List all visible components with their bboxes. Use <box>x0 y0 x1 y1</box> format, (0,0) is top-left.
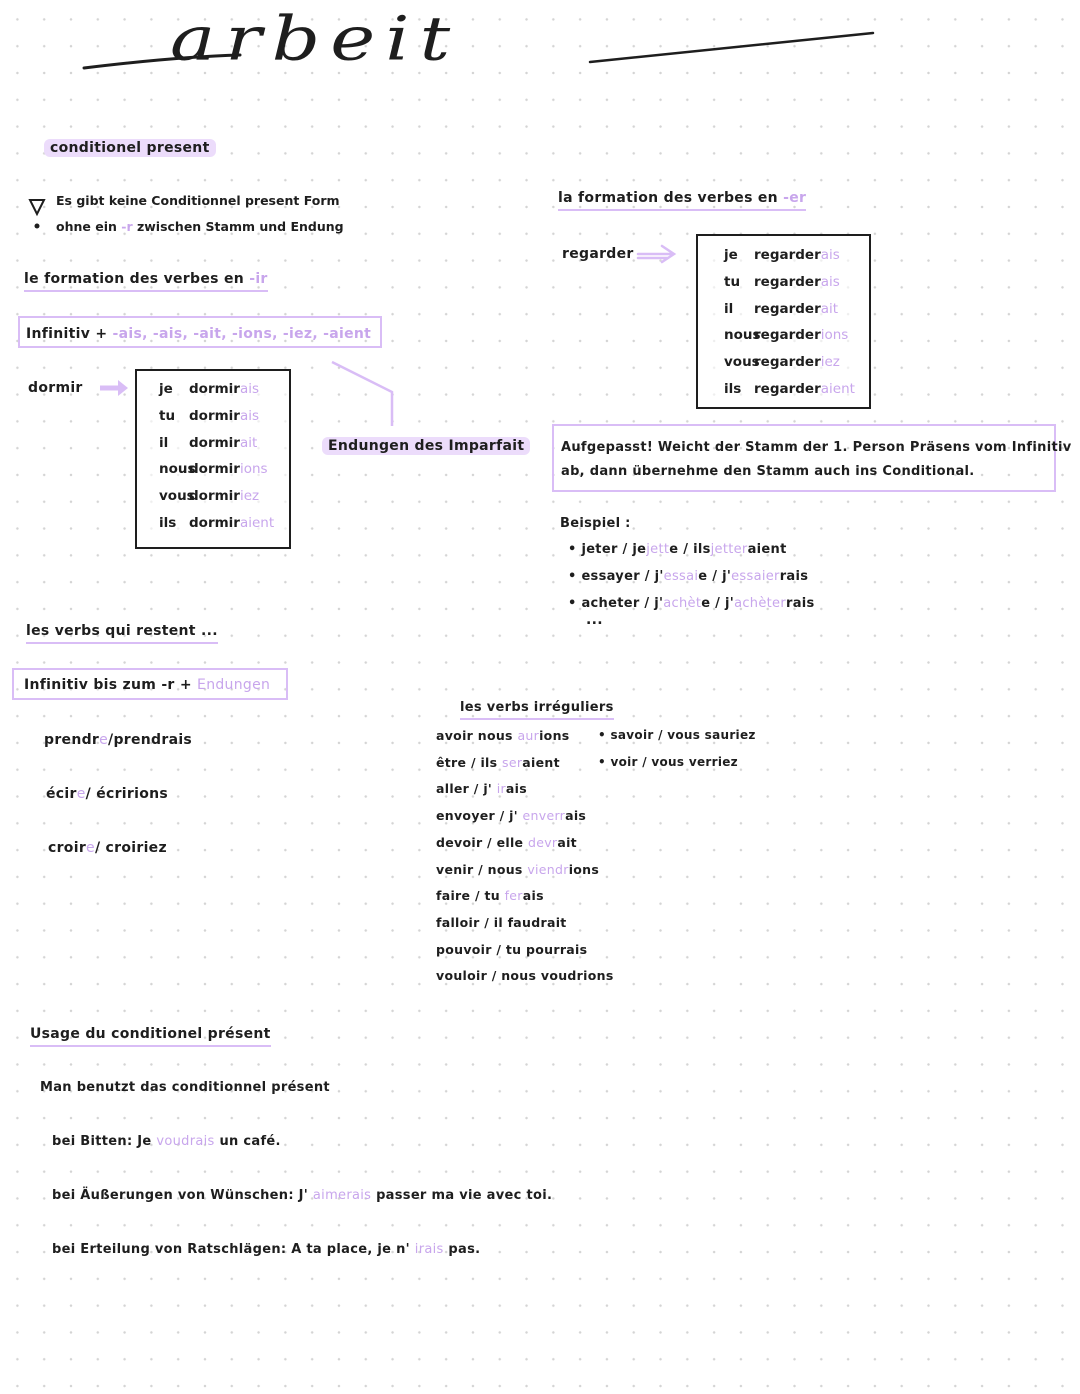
verb-ending: ions <box>820 327 849 344</box>
verb-ending: ais <box>239 381 260 397</box>
beispiel-d: jetter <box>710 542 748 557</box>
verb-stem: dormir <box>189 461 240 478</box>
irregular-side-item <box>598 755 738 769</box>
warning-note-line2: ohne ein -r zwischen Stamm und Endung <box>56 219 344 234</box>
irregular-side-text: savoir / vous sauriez <box>610 728 756 742</box>
verb-ending: ions <box>239 461 268 478</box>
pronoun: tu <box>159 407 176 424</box>
pronoun: il <box>724 300 734 317</box>
formation-ir-heading: le formation des verbes en -ir <box>24 271 268 292</box>
verb-stem: dormir <box>189 407 240 424</box>
usage-highlight: aimerais <box>312 1188 372 1203</box>
verb-stem: regarder <box>754 247 821 263</box>
formula-ir-box: Infinitiv + -ais, -ais, -ait, -ions, -iez, -aient <box>18 316 382 348</box>
beispiel-more: ... <box>586 612 603 628</box>
dormir-row <box>159 510 289 537</box>
beispiel-a: acheter / j' <box>581 596 664 611</box>
beispiel-c: e / j' <box>701 596 735 611</box>
irregular-ending: ions <box>568 861 600 877</box>
verb-ending: aient <box>820 380 855 397</box>
restent-stem: prendr <box>44 732 100 748</box>
pronoun: ils <box>159 514 177 531</box>
pronoun: nous <box>159 461 196 478</box>
dormir-conjugation-box <box>135 369 291 549</box>
usage-a: bei Äußerungen von Wünschen: J' <box>52 1188 309 1203</box>
pronoun: il <box>159 434 169 451</box>
restent-stem: croir <box>48 840 87 856</box>
irregular-a: falloir / il faudrait <box>436 914 567 930</box>
irregular-stem: aur <box>517 728 540 743</box>
irregular-ending: ions <box>539 728 570 743</box>
irregular-ending: aient <box>522 754 560 770</box>
irregular-a: être / ils <box>436 754 498 770</box>
irregular-a: envoyer / j' <box>436 808 518 824</box>
beispiel-a: jeter / je <box>581 542 647 557</box>
verb-stem: regarder <box>754 380 821 397</box>
regarder-label: regarder <box>562 246 634 262</box>
regarder-row <box>724 322 869 349</box>
beispiel-a: essayer / j' <box>581 569 664 584</box>
usage-c: un café. <box>219 1134 281 1149</box>
warning-dot-icon <box>35 224 40 229</box>
regarder-conjugation-box <box>696 234 871 409</box>
dormir-rows <box>159 376 289 537</box>
irregular-a: avoir nous <box>436 728 513 743</box>
regarder-row <box>724 242 869 269</box>
irregular-a: venir / nous <box>436 861 523 877</box>
beispiel-e: rais <box>786 596 815 611</box>
bullet: • <box>568 542 582 557</box>
beispiel-item <box>568 569 808 584</box>
verb-stem: dormir <box>189 381 240 397</box>
beispiel-d: achèter <box>734 596 786 611</box>
verb-stem: dormir <box>189 434 240 451</box>
title-flourish-right <box>590 33 873 62</box>
pronoun: tu <box>724 273 741 290</box>
irregular-item <box>436 915 567 930</box>
restent-heading: les verbs qui restent ... <box>26 623 218 644</box>
dormir-row <box>159 376 289 403</box>
warning-triangle-icon <box>30 200 44 214</box>
restent-form: / croiriez <box>94 840 167 856</box>
irregular-stem: viendr <box>527 861 569 877</box>
dormir-row <box>159 456 289 483</box>
aufgepasst-box <box>552 424 1072 492</box>
beispiel-b: essai <box>663 569 699 584</box>
irregular-a: devoir / elle <box>436 834 524 850</box>
irregular-ending: ais <box>565 808 587 824</box>
usage-highlight: voudrais <box>156 1134 215 1149</box>
irregular-a: pouvoir / tu pourrais <box>436 941 588 957</box>
verb-stem: regarder <box>754 273 821 290</box>
verb-ending: ais <box>820 247 840 263</box>
regarder-arrow <box>638 246 674 262</box>
page-title: arbeit <box>170 2 461 75</box>
restent-form: /prendrais <box>108 732 193 748</box>
verb-stem: regarder <box>754 327 821 344</box>
irregular-a: vouloir / nous voudrions <box>436 968 614 984</box>
restent-example <box>48 840 167 856</box>
pronoun: vous <box>724 354 760 371</box>
beispiel-label: Beispiel : <box>560 516 631 531</box>
endungen-connector <box>332 362 392 426</box>
verb-stem: regarder <box>754 300 821 317</box>
verb-ending: aient <box>239 514 275 531</box>
regarder-row <box>724 269 869 296</box>
verb-ending: ait <box>820 300 839 317</box>
bullet: • <box>598 754 611 769</box>
section-heading-conditionel: conditionel present <box>44 140 216 156</box>
aufgepasst-line2: ab, dann übernehme den Stamm auch ins Conditional. <box>561 464 975 479</box>
dormir-label: dormir <box>28 380 83 396</box>
beispiel-e: rais <box>779 569 809 584</box>
regarder-rows <box>724 242 869 403</box>
beispiel-b: achèt <box>663 596 702 611</box>
usage-c: pas. <box>448 1242 481 1257</box>
irregular-a: faire / tu <box>436 888 500 904</box>
regarder-row <box>724 376 869 403</box>
restent-removed: e <box>76 786 86 802</box>
verb-ending: ais <box>820 273 840 290</box>
dormir-row <box>159 483 289 510</box>
usage-a: bei Bitten: Je <box>52 1134 152 1149</box>
irregular-stem: ir <box>496 781 506 797</box>
pronoun: je <box>724 247 738 263</box>
verb-ending: ait <box>239 434 258 451</box>
aufgepasst-line1: Aufgepasst! Weicht der Stamm der 1. Person Präsens vom Infinitiv <box>561 440 1072 455</box>
irregular-item <box>436 942 587 957</box>
bullet: • <box>568 569 582 584</box>
restent-formula-box: Infinitiv bis zum -r + Endungen <box>12 668 288 700</box>
beispiel-item <box>568 542 787 557</box>
irregular-ending: ais <box>505 781 527 797</box>
verb-stem: regarder <box>754 354 821 371</box>
irregular-ending: ait <box>557 834 577 850</box>
restent-example <box>44 732 192 748</box>
bullet: • <box>568 596 582 611</box>
irregular-side-item <box>598 728 756 742</box>
usage-item <box>52 1188 552 1203</box>
irregular-side-text: voir / vous verriez <box>610 754 738 769</box>
regarder-row <box>724 349 869 376</box>
irregular-ending: ais <box>522 888 544 904</box>
dormir-row <box>159 403 289 430</box>
usage-item <box>52 1134 281 1149</box>
irregular-heading: les verbs irréguliers <box>460 700 614 720</box>
verb-ending: iez <box>820 354 840 371</box>
warning-note-line1: Es gibt keine Conditionnel present Form <box>56 193 340 208</box>
usage-heading: Usage du conditionel présent <box>30 1026 271 1047</box>
irregular-a: aller / j' <box>436 781 493 797</box>
usage-highlight: irais <box>414 1242 444 1257</box>
irregular-stem: ser <box>502 754 523 770</box>
pronoun: ils <box>724 380 742 397</box>
pronoun: nous <box>724 327 761 344</box>
restent-removed: e <box>86 840 95 856</box>
irregular-stem: devr <box>527 834 558 850</box>
dormir-row <box>159 430 289 457</box>
formation-er-heading: la formation des verbes en -er <box>558 190 806 211</box>
regarder-row <box>724 296 869 323</box>
restent-removed: e <box>99 732 109 748</box>
restent-form: / écririons <box>85 786 169 802</box>
usage-intro: Man benutzt das conditionnel présent <box>40 1080 330 1095</box>
irregular-item <box>436 728 570 743</box>
beispiel-c: e / j' <box>698 569 732 584</box>
irregular-item <box>436 862 599 877</box>
irregular-stem: fer <box>504 888 523 904</box>
beispiel-item <box>568 596 815 611</box>
usage-a: bei Erteilung von Ratschlägen: A ta place, je n' <box>52 1242 410 1257</box>
usage-c: passer ma vie avec toi. <box>376 1188 553 1203</box>
irregular-item <box>436 968 614 983</box>
restent-stem: écir <box>46 786 77 802</box>
irregular-item <box>436 781 527 796</box>
usage-item <box>52 1242 480 1257</box>
verb-ending: iez <box>239 488 260 505</box>
bullet: • <box>598 728 611 742</box>
irregular-item <box>436 755 560 770</box>
beispiel-d: essaier <box>731 569 780 584</box>
verb-stem: dormir <box>189 514 240 531</box>
beispiel-b: jett <box>646 542 670 557</box>
pronoun: je <box>159 381 173 397</box>
verb-stem: dormir <box>189 488 240 505</box>
pronoun: vous <box>159 488 195 505</box>
beispiel-e: aient <box>747 542 787 557</box>
irregular-stem: enverr <box>522 808 566 824</box>
dormir-arrow-head <box>118 380 128 396</box>
verb-ending: ais <box>239 407 260 424</box>
beispiel-c: e / ils <box>669 542 711 557</box>
irregular-item <box>436 888 544 903</box>
irregular-item <box>436 835 577 850</box>
restent-example <box>46 786 168 802</box>
endungen-label: Endungen des Imparfait <box>322 438 530 454</box>
irregular-item <box>436 808 586 823</box>
